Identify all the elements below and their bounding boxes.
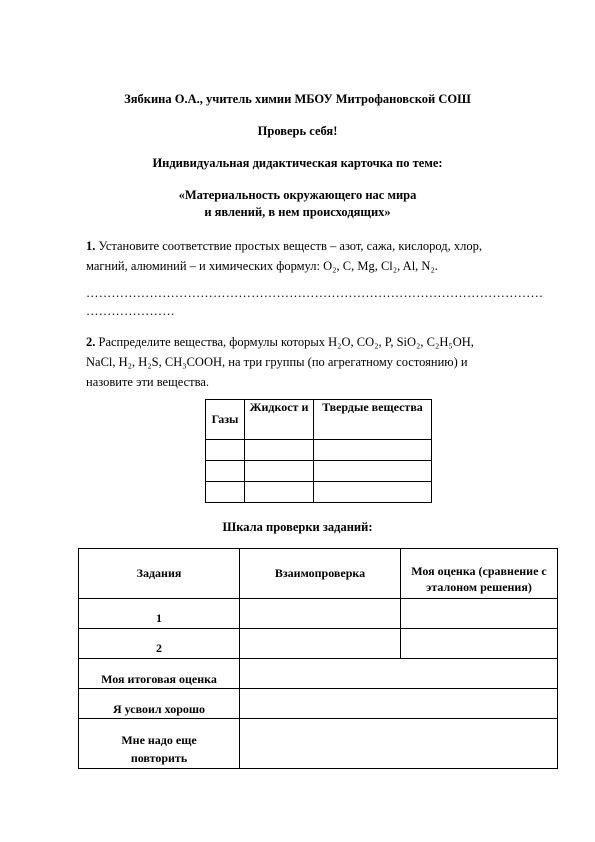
self-grade-cell[interactable] [401,629,558,659]
gases-cell[interactable] [206,440,245,461]
topic-line-1: «Материальность окружающего нас мира [178,188,417,202]
task1-number: 1. [86,239,96,253]
liquids-cell[interactable] [245,461,314,482]
task1-line1: Установите соответствие простых веществ – азот, сажа, кислород, хлор, [98,239,483,253]
self-grade-header: Моя оценка (сравнение с эталоном решения) [401,549,558,599]
scale-table [78,548,558,769]
page-title: Проверь себя! [257,124,338,138]
col-liquids-header: Жидкост и [245,400,314,440]
table-row [206,461,432,482]
topic-line-2: и явлений, в нем происходящих» [204,205,391,219]
learned-well-cell[interactable] [240,689,558,719]
task1-answer-line-2[interactable]: ………………… [86,304,175,318]
solids-cell[interactable] [314,461,432,482]
scale-title: Шкала проверки заданий: [222,520,373,534]
task1-formulas: O₂, C, Mg, Cl₂, Al, N₂. [323,259,438,273]
gases-cell[interactable] [206,461,245,482]
final-grade-cell[interactable] [240,659,558,689]
table-row [79,629,558,659]
task2-line3: назовите эти вещества. [86,375,210,389]
table-row [79,719,558,769]
task1-line2: магний, алюминий – и химических формул: [86,259,324,273]
author-line: Зябкина О.А., учитель химии МБОУ Митрофановской СОШ [124,92,471,106]
solids-cell[interactable] [314,440,432,461]
task-number-cell: 1 [79,599,240,629]
task2-formulas-1: H₂O, CO₂, P, SiO₂, C₂H₅OH, [328,335,474,349]
task-number-cell: 2 [79,629,240,659]
peer-review-header: Взаимопроверка [240,549,401,599]
states-table [205,399,432,503]
liquids-cell[interactable] [245,482,314,503]
solids-cell[interactable] [314,482,432,503]
page-subtitle: Индивидуальная дидактическая карточка по теме: [152,156,443,170]
learned-well-label: Я усвоил хорошо [79,689,240,719]
liquids-cell[interactable] [245,440,314,461]
col-gases-header: Газы [206,400,245,440]
task1-answer-line-1[interactable]: ……………………………………………………………………………………………… [86,286,544,300]
table-row [206,482,432,503]
peer-review-cell[interactable] [240,629,401,659]
task2-line1: Распределите вещества, формулы которых [98,335,329,349]
need-repeat-label: Мне надо еще повторить [79,719,240,769]
task2-text [86,332,548,392]
task2-number: 2. [86,335,96,349]
gases-cell[interactable] [206,482,245,503]
peer-review-cell[interactable] [240,599,401,629]
need-repeat-cell[interactable] [240,719,558,769]
task1-text [86,236,548,276]
table-row [206,440,432,461]
table-row [79,689,558,719]
self-grade-cell[interactable] [401,599,558,629]
final-grade-label: Моя итоговая оценка [79,659,240,689]
tasks-header: Задания [79,549,240,599]
col-solids-header: Твердые вещества [314,400,432,440]
table-row [79,659,558,689]
task2-line2: на три группы (по агрегатному состоянию) и [225,355,468,369]
task2-formulas-2: NaCl, H₂, H₂S, CH₃COOH, [86,355,226,369]
table-row [79,599,558,629]
